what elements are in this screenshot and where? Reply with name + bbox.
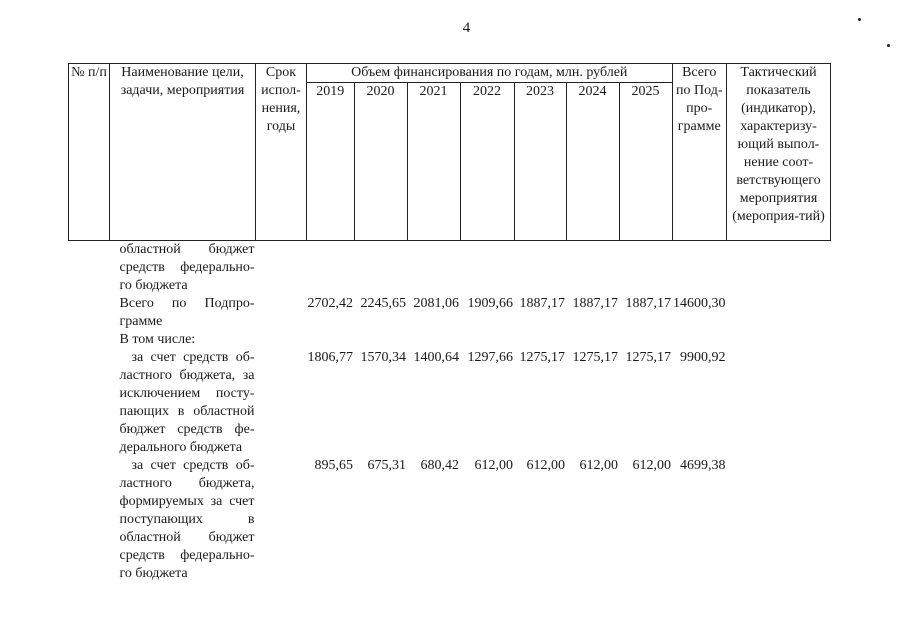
cell-2024	[566, 241, 619, 296]
header-indicator: Тактический показатель (индикатор), характеризу-ющий выпол-нение соот-ветствующего мероприятия (мероприя-тий)	[727, 64, 831, 241]
cell-total: 4699,38	[680, 458, 726, 473]
row-name: за счет средств об-ластного бюджета, формируемых за счет поступающих в областной бюджет средств федерально-го бюджета	[119, 458, 255, 581]
cell-2019: 2702,42	[307, 296, 353, 311]
row-name: Всего по Подпро-грамме	[119, 296, 255, 329]
header-year: 2023	[514, 83, 566, 241]
header-year: 2019	[307, 83, 355, 241]
cell-2021	[407, 241, 460, 296]
header-financing: Объем финансирования по годам, млн. рублей	[307, 64, 673, 83]
cell-2024: 612,00	[579, 458, 618, 473]
cell-total	[672, 241, 727, 296]
cell-2019: 895,65	[314, 458, 353, 473]
cell-2020: 1570,34	[360, 350, 406, 365]
cell-total: 9900,92	[680, 350, 726, 365]
table-body	[69, 241, 831, 584]
financing-table	[68, 63, 831, 583]
table-row	[69, 349, 831, 457]
header-year: 2021	[407, 83, 460, 241]
cell-2025: 1887,17	[625, 296, 671, 311]
row-name: за счет средств об-ластного бюджета, за исключением посту-пающих в областной бюджет средств фе-дерального бюджета	[119, 350, 255, 455]
header-year: 2024	[566, 83, 619, 241]
cell-2020	[354, 331, 407, 349]
scan-speck	[887, 44, 890, 47]
table-row	[69, 457, 831, 583]
header-year: 2020	[354, 83, 407, 241]
row-name: В том числе:	[119, 332, 196, 347]
header-name: Наименование цели, задачи, мероприятия	[110, 64, 256, 241]
cell-total: 14600,30	[673, 296, 726, 311]
cell-2023: 612,00	[526, 458, 565, 473]
header-year: 2022	[460, 83, 514, 241]
cell-2021: 2081,06	[413, 296, 459, 311]
cell-2022	[460, 241, 514, 296]
cell-2021: 1400,64	[413, 350, 459, 365]
cell-2021	[407, 331, 460, 349]
table-header	[69, 64, 831, 241]
cell-2022: 612,00	[474, 458, 513, 473]
cell-2021: 680,42	[420, 458, 459, 473]
cell-2019	[307, 241, 355, 296]
cell-2019	[307, 331, 355, 349]
cell-2025: 1275,17	[625, 350, 671, 365]
header-total: Всего по Под-про-грамме	[672, 64, 727, 241]
header-term: Срок испол-нения, годы	[256, 64, 307, 241]
table-row	[69, 241, 831, 296]
table-row	[69, 295, 831, 331]
cell-2019: 1806,77	[307, 350, 353, 365]
header-year: 2025	[619, 83, 672, 241]
cell-2020	[354, 241, 407, 296]
page-number: 4	[462, 20, 471, 36]
table-row	[69, 331, 831, 349]
cell-2023	[514, 331, 566, 349]
cell-2025: 612,00	[632, 458, 671, 473]
cell-2022: 1297,66	[467, 350, 513, 365]
cell-2022	[460, 331, 514, 349]
cell-2023	[514, 241, 566, 296]
cell-2024: 1275,17	[572, 350, 618, 365]
cell-2025	[619, 241, 672, 296]
cell-2020: 2245,65	[360, 296, 406, 311]
cell-2022: 1909,66	[467, 296, 513, 311]
scan-speck	[858, 18, 861, 21]
cell-2024	[566, 331, 619, 349]
row-name: областной бюджет средств федерально-го бюджета	[119, 242, 255, 293]
cell-2024: 1887,17	[572, 296, 618, 311]
cell-2023: 1275,17	[519, 350, 565, 365]
header-num: № п/п	[69, 64, 110, 241]
cell-2025	[619, 331, 672, 349]
cell-2020: 675,31	[367, 458, 406, 473]
cell-total	[672, 331, 727, 349]
cell-2023: 1887,17	[519, 296, 565, 311]
